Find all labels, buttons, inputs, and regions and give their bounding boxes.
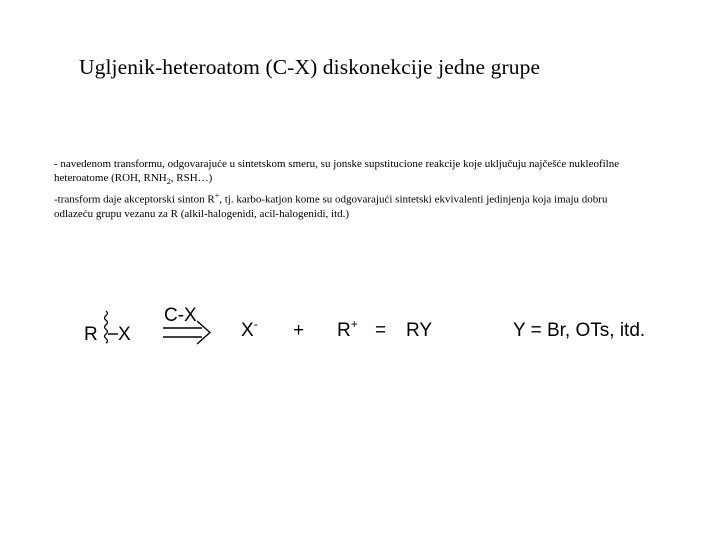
body-line-2-start: heteroatome (ROH, RNH [54,172,167,184]
reactant-x: X [118,324,131,345]
synthon-x-minus: X- [241,317,258,341]
leaving-group-note: Y = Br, OTs, itd. [513,320,646,341]
arrow-label: C-X [164,305,197,326]
body-line-3-start: -transform daje akceptorski sinton R [54,193,215,206]
equals-sign: = [375,320,387,341]
body-line-1: - navedenom transformu, odgovarajuće u sintetskom smeru, su jonske supstitucione reakcije koje uključuju najčešće nukleofilne [54,158,620,170]
slide-title: Ugljenik-heteroatom (C-X) diskonekcije jedne grupe [79,55,541,79]
subscript-2: 2 [166,177,171,187]
body-line-3-end: , tj. karbo-katjon kome su odgovarajući sintetski ekvivalenti jedinjenja koja imaju dobru [219,193,608,206]
body-line-4: odlazeću grupu vezanu za R (alkil-halogenidi, acil-halogenidi, itd.) [54,207,350,220]
body-line-2-end: , RSH…) [170,172,213,184]
synthon-r-plus: R+ [337,317,358,341]
synthetic-equivalent: RY [406,320,433,341]
reactant-r: R [84,324,98,345]
plus-sign: + [293,320,305,341]
superscript-plus: + [214,191,220,201]
disconnection-wavy-line [105,311,108,343]
